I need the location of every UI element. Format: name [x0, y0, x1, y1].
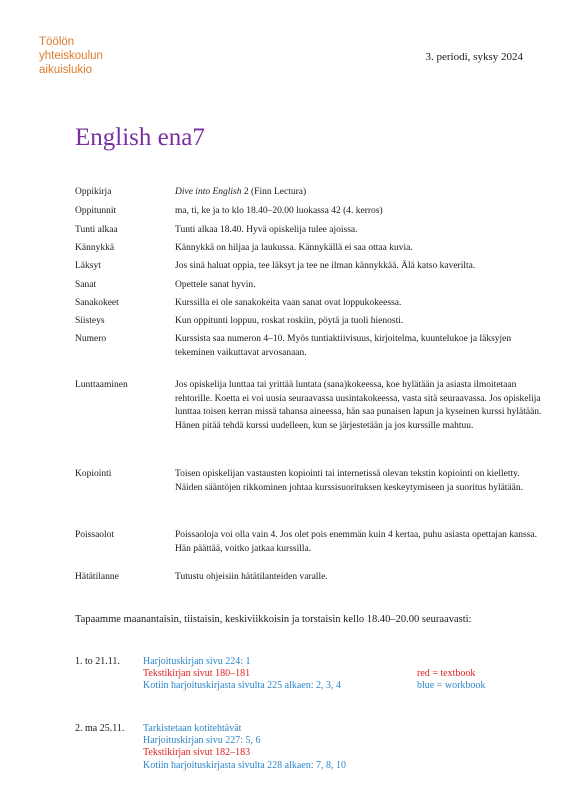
rule-key: Oppitunnit: [75, 206, 117, 216]
legend-item: red = textbook: [417, 668, 476, 680]
lesson-tasks: [143, 656, 423, 693]
rule-value: [175, 186, 547, 200]
task-item: Harjoituskirjan sivu 227: 5, 6: [143, 735, 261, 747]
book-title: Dive into English: [175, 187, 242, 197]
lesson-date: 1. to 21.11.: [75, 656, 120, 667]
color-legend: [417, 668, 547, 692]
school-name: [39, 35, 103, 77]
rule-key: Poissaolot: [75, 530, 115, 540]
rule-value: Kurssista saa numeron 4–10. Myös tuntiaktiivisuus, kirjoitelma, kuuntelukoe ja läksyjen tekeminen vaikuttavat arvosanaan.: [175, 334, 512, 358]
school-name-line: aikuislukio: [39, 64, 93, 76]
rule-key: Sanakokeet: [75, 298, 119, 308]
rule-key: Kopiointi: [75, 469, 112, 479]
rule-key: Numero: [75, 334, 107, 344]
rule-key: Sanat: [75, 280, 97, 290]
rule-value: Kurssilla ei ole sanakokeita vaan sanat ovat loppukokeessa.: [175, 298, 402, 308]
legend-item: blue = workbook: [417, 680, 486, 692]
rule-value: Kännykkä on hiljaa ja laukussa. Kännykällä ei saa ottaa kuvia.: [175, 243, 413, 253]
page-title: English ena7: [75, 124, 205, 151]
rule-key: Kännykkä: [75, 243, 115, 253]
rule-key: Läksyt: [75, 261, 101, 271]
rule-key: Oppikirja: [75, 187, 112, 197]
rule-key: Siisteys: [75, 316, 105, 326]
rule-value: Tunti alkaa 18.40. Hyvä opiskelija tulee ajoissa.: [175, 225, 358, 235]
rule-value: Jos opiskelija lunttaa tai yrittää luntata (sana)kokeessa, koe hylätään ja asiasta ilmoitetaan rehtorille. Koetta ei voi uusia seuraavassa uusintakokeessa, vasta sitä seuraavassa. Jos opiskelija lunttaa toisen kerran missä tahansa aineessa, hän saa punaisen lapun ja kyseinen kurssi hylätään. Hänen pitää tehdä kurssi uudelleen, kun se järjestetään ja jos kurssille mahtuu.: [175, 380, 542, 431]
rule-key: Tunti alkaa: [75, 225, 118, 235]
rule-value: ma, ti, ke ja to klo 18.40–20.00 luokassa 42 (4. kerros): [175, 206, 383, 216]
rule-value: Tutustu ohjeisiin hätätilanteiden varalle.: [175, 572, 328, 582]
meeting-schedule-text: Tapaamme maanantaisin, tiistaisin, keskiviikkoisin ja torstaisin kello 18.40–20.00 seuraavasti:: [75, 614, 472, 625]
task-item: Tekstikirjan sivut 182–183: [143, 747, 251, 759]
task-item: Kotiin harjoituskirjasta sivulta 228 alkaen: 7, 8, 10: [143, 759, 347, 771]
book-details: 2 (Finn Lectura): [241, 187, 307, 197]
task-item: Tekstikirjan sivut 180–181: [143, 668, 251, 680]
rule-value: Jos sinä haluat oppia, tee läksyt ja tee ne ilman kännykkää. Älä katso kaverilta.: [175, 261, 476, 271]
rule-key: Hätätilanne: [75, 572, 119, 582]
school-name-line: yhteiskoulun: [39, 50, 103, 62]
school-name-line: Töölön: [39, 36, 75, 48]
task-item: Harjoituskirjan sivu 224: 1: [143, 656, 251, 667]
rule-key: Lunttaaminen: [75, 380, 128, 390]
rule-value: Poissaoloja voi olla vain 4. Jos olet pois enemmän kuin 4 kertaa, puhu asiasta opettajan kanssa. Hän päättää, voitko jatkaa kurssilla.: [175, 530, 537, 554]
lesson-tasks: [143, 723, 423, 772]
rule-value: Opettele sanat hyvin.: [175, 280, 256, 290]
task-item: Tarkistetaan kotitehtävät: [143, 723, 242, 734]
period-label: 3. periodi, syksy 2024: [425, 51, 523, 63]
rule-value: Toisen opiskelijan vastausten kopiointi tai internetissä olevan tekstin kopiointi on kielletty. Näiden sääntöjen rikkominen johtaa kurssisuorituksen keskeytymiseen ja suoritus hylätään.: [175, 469, 523, 493]
task-item: Kotiin harjoituskirjasta sivulta 225 alkaen: 2, 3, 4: [143, 680, 342, 692]
rule-value: Kun oppitunti loppuu, roskat roskiin, pöytä ja tuoli hienosti.: [175, 316, 404, 326]
lesson-date: 2. ma 25.11.: [75, 723, 125, 734]
